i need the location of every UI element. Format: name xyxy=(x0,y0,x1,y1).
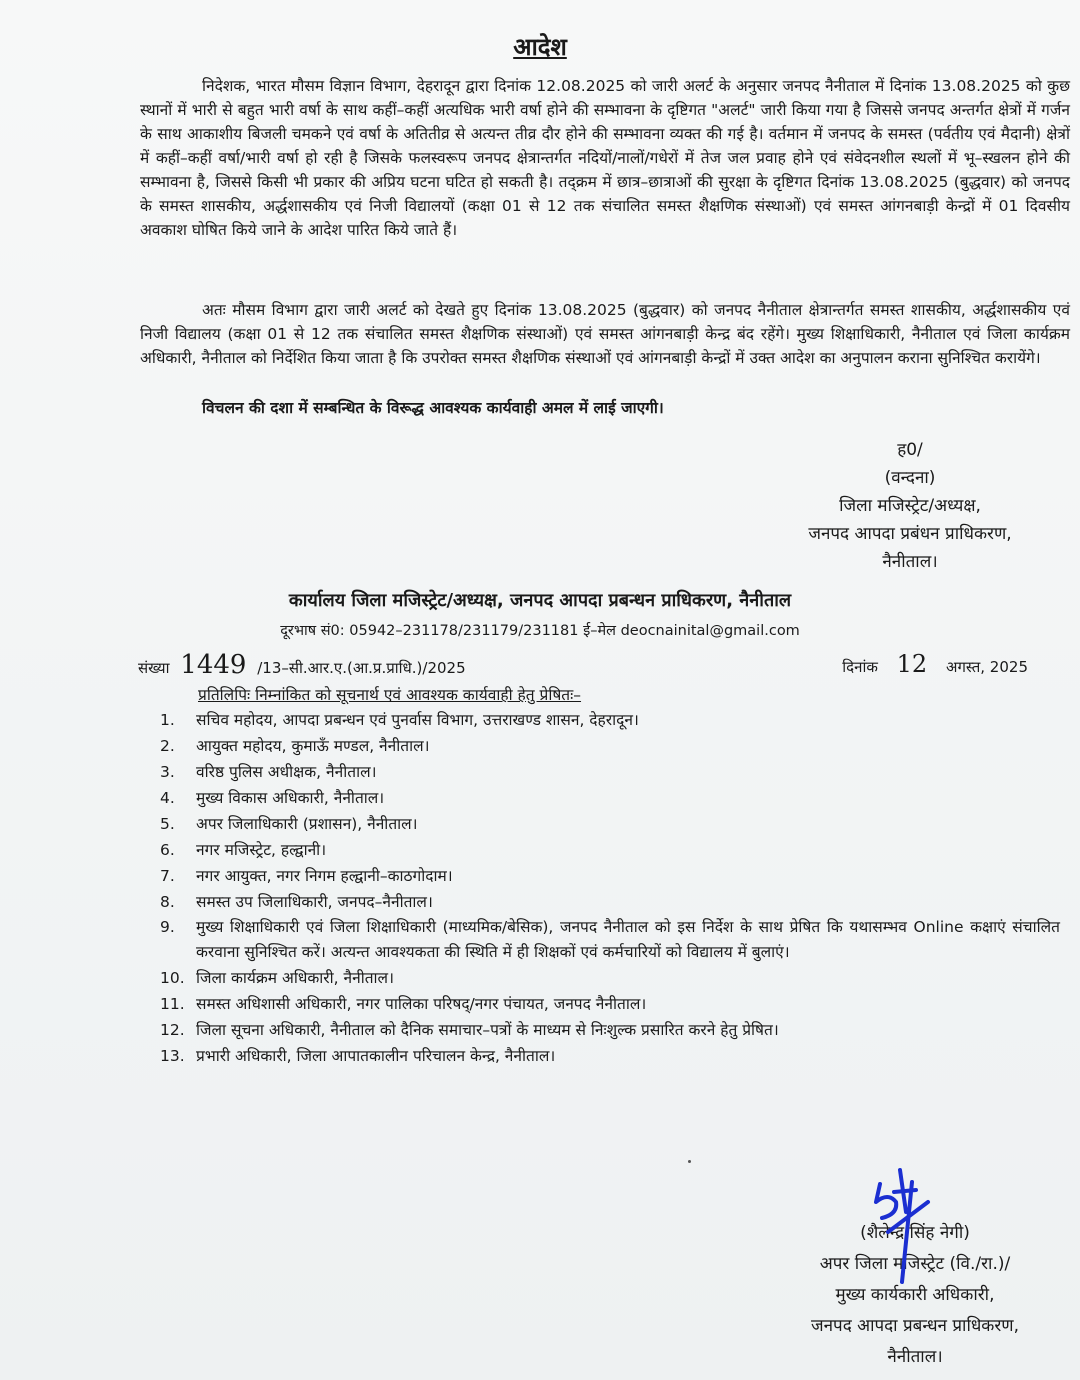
list-item-text: वरिष्ठ पुलिस अधीक्षक, नैनीताल। xyxy=(196,763,377,781)
list-item-text: सचिव महोदय, आपदा प्रबन्धन एवं पुनर्वास विभाग, उत्तराखण्ड शासन, देहरादून। xyxy=(196,711,639,729)
copy-heading xyxy=(198,683,581,705)
paragraph-3-text: विचलन की दशा में सम्बन्धित के विरूद्ध आवश्यक कार्यवाही अमल में लाई जाएगी। xyxy=(202,399,664,417)
handwritten-signature-icon xyxy=(858,1162,948,1312)
list-item-number: 10. xyxy=(160,969,185,987)
list-item-text: जिला सूचना अधिकारी, नैनीताल को दैनिक समाचार–पत्रों के माध्यम से निःशुल्क प्रसारित करने हेतु प्रेषित। xyxy=(196,1021,779,1039)
order-paragraph-2 xyxy=(140,298,1070,370)
list-item-text: आयुक्त महोदय, कुमाऊँ मण्डल, नैनीताल। xyxy=(196,737,430,755)
order-paragraph-3 xyxy=(140,396,1070,420)
list-item xyxy=(160,785,1060,811)
sig1-line2: (वन्दना) xyxy=(884,468,936,488)
list-item xyxy=(160,707,1060,733)
list-item-number: 4. xyxy=(160,789,175,807)
list-item xyxy=(160,1017,1060,1043)
list-item xyxy=(160,991,1060,1017)
office-heading: कार्यालय जिला मजिस्ट्रेट/अध्यक्ष, जनपद आपदा प्रबन्धन प्राधिकरण, नैनीताल xyxy=(288,590,792,611)
order-paragraph-1 xyxy=(140,74,1070,242)
contact-line: दूरभाष सं0: 05942–231178/231179/231181 ई–मेल deocnainital@gmail.com xyxy=(280,623,800,639)
list-item-number: 3. xyxy=(160,763,175,781)
list-item-number: 6. xyxy=(160,841,175,859)
sig2-line3: मुख्य कार्यकारी अधिकारी, xyxy=(835,1285,995,1305)
list-item-text: जिला कार्यक्रम अधिकारी, नैनीताल। xyxy=(196,969,394,987)
list-item-text: समस्त अधिशासी अधिकारी, नगर पालिका परिषद्/नगर पंचायत, जनपद नैनीताल। xyxy=(196,995,647,1013)
list-item-text: अपर जिलाधिकारी (प्रशासन), नैनीताल। xyxy=(196,815,418,833)
list-item-number: 2. xyxy=(160,737,175,755)
list-item xyxy=(160,837,1060,863)
list-item xyxy=(160,915,1060,965)
date-label: दिनांक xyxy=(842,658,878,676)
list-item-text: नगर मजिस्ट्रेट, हल्द्वानी। xyxy=(196,841,327,859)
list-item xyxy=(160,889,1060,915)
sig1-line3: जिला मजिस्ट्रेट/अध्यक्ष, xyxy=(839,496,981,516)
list-item-number: 8. xyxy=(160,893,175,911)
list-item-text: समस्त उप जिलाधिकारी, जनपद–नैनीताल। xyxy=(196,893,433,911)
list-item xyxy=(160,863,1060,889)
list-item-text: मुख्य विकास अधिकारी, नैनीताल। xyxy=(196,789,385,807)
list-item xyxy=(160,1043,1060,1069)
list-item-text: प्रभारी अधिकारी, जिला आपातकालीन परिचालन केन्द्र, नैनीताल। xyxy=(196,1047,556,1065)
list-item xyxy=(160,965,1060,991)
date-month-year: अगस्त, 2025 xyxy=(945,658,1028,676)
sig1-line1: ह0/ xyxy=(897,440,923,460)
copy-heading-text: प्रतिलिपिः निम्नांकित को सूचनार्थ एवं आवश्यक कार्यवाही हेतु प्रेषितः– xyxy=(198,686,582,704)
order-title: आदेश xyxy=(513,33,567,61)
sig1-line5: नैनीताल। xyxy=(882,552,938,572)
sig1-line4: जनपद आपदा प्रबंधन प्राधिकरण, xyxy=(808,524,1012,544)
ref-suffix: /13–सी.आर.ए.(आ.प्र.प्राधि.)/2025 xyxy=(257,659,466,677)
sig2-line4: जनपद आपदा प्रबन्धन प्राधिकरण, xyxy=(810,1316,1020,1336)
list-item xyxy=(160,759,1060,785)
ref-date xyxy=(842,650,1028,678)
list-item-text: मुख्य शिक्षाधिकारी एवं जिला शिक्षाधिकारी (माध्यमिक/बेसिक), जनपद नैनीताल को इस निर्देश के साथ प्रेषित कि यथासम्भव Online कक्षाएं संचालित करवाना सुनिश्चित करें। अत्यन्त आवश्यकता की स्थिति में ही शिक्षकों एवं कर्मचारियों को विद्यालय में बुलाएं। xyxy=(196,918,1060,961)
paragraph-1-text: निदेशक, भारत मौसम विज्ञान विभाग, देहरादून द्वारा दिनांक 12.08.2025 को जारी अलर्ट के अनुसार जनपद नैनीताल में दिनांक 13.08.2025 को कुछ स्थानों में भारी से बहुत भारी वर्षा के साथ कहीं–कहीं अत्यधिक भारी वर्षा होने की सम्भावना के दृष्टिगत "अलर्ट" जारी किया गया है जिससे जनपद अन्तर्गत क्षेत्रों में गर्जन के साथ आकाशीय बिजली चमकने एवं वर्षा के अतितीव्र से अत्यन्त तीव्र दौर होने की सम्भावना व्यक्त की गई है। वर्तमान में जनपद के समस्त (पर्वतीय एवं मैदानी) क्षेत्रों में कहीं–कहीं वर्षा/भारी वर्षा हो रही है जिसके फलस्वरूप जनपद क्षेत्रान्तर्गत नदियों/नालों/गधेरों में तेज जल प्रवाह होने एवं संवेदनशील स्थलों में भू–स्खलन होने की सम्भावना है, जिससे किसी भी प्रकार की अप्रिय घटना घटित हो सकती है। तद्क्रम में छात्र–छात्राओं की सुरक्षा के दृष्टिगत दिनांक 13.08.2025 (बुद्धवार) को जनपद के समस्त शासकीय, अर्द्धशासकीय एवं निजी विद्यालयों (कक्षा 01 से 12 तक संचालित समस्त शैक्षणिक संस्थाओं) एवं समस्त आंगनबाड़ी केन्द्रों में 01 दिवसीय अवकाश घोषित किये जाने के आदेश पारित किये जाते हैं। xyxy=(140,77,1070,239)
signature-block-dm xyxy=(760,436,1060,576)
list-item-text: नगर आयुक्त, नगर निगम हल्द्वानी–काठगोदाम। xyxy=(196,867,453,885)
ref-number-handwritten: 1449 xyxy=(180,650,247,680)
list-item xyxy=(160,811,1060,837)
list-item xyxy=(160,733,1060,759)
sig2-line1: (शैलेन्द्र सिंह नेगी) xyxy=(860,1223,970,1243)
paragraph-2-text: अतः मौसम विभाग द्वारा जारी अलर्ट को देखते हुए दिनांक 13.08.2025 (बुद्धवार) को जनपद नैनीताल क्षेत्रान्तर्गत समस्त शासकीय, अर्द्धशासकीय एवं निजी विद्यालय (कक्षा 01 से 12 तक संचालित समस्त शैक्षणिक संस्थाओं) एवं समस्त आंगनबाड़ी केन्द्र बंद रहेंगे। मुख्य शिक्षाधिकारी, नैनीताल एवं जिला कार्यक्रम अधिकारी, नैनीताल को निर्देशित किया जाता है कि उपरोक्त समस्त शैक्षणिक संस्थाओं एवं आंगनबाड़ी केन्द्रों में उक्त आदेश का अनुपालन कराना सुनिश्चित करायेंगे। xyxy=(140,301,1070,367)
list-item-number: 12. xyxy=(160,1021,185,1039)
list-item-number: 1. xyxy=(160,711,175,729)
list-item-number: 5. xyxy=(160,815,175,833)
list-item-number: 7. xyxy=(160,867,175,885)
stray-dot xyxy=(688,1160,691,1163)
ref-label: संख्या xyxy=(138,659,170,677)
list-item-number: 11. xyxy=(160,995,185,1013)
sig2-line5: नैनीताल। xyxy=(887,1347,943,1367)
recipient-list xyxy=(160,707,1060,1069)
reference-line xyxy=(138,650,1038,680)
list-item-number: 9. xyxy=(160,918,175,936)
list-item-number: 13. xyxy=(160,1047,185,1065)
sig2-line2: अपर जिला मजिस्ट्रेट (वि./रा.)/ xyxy=(819,1254,1011,1274)
date-day-handwritten: 12 xyxy=(896,650,928,678)
